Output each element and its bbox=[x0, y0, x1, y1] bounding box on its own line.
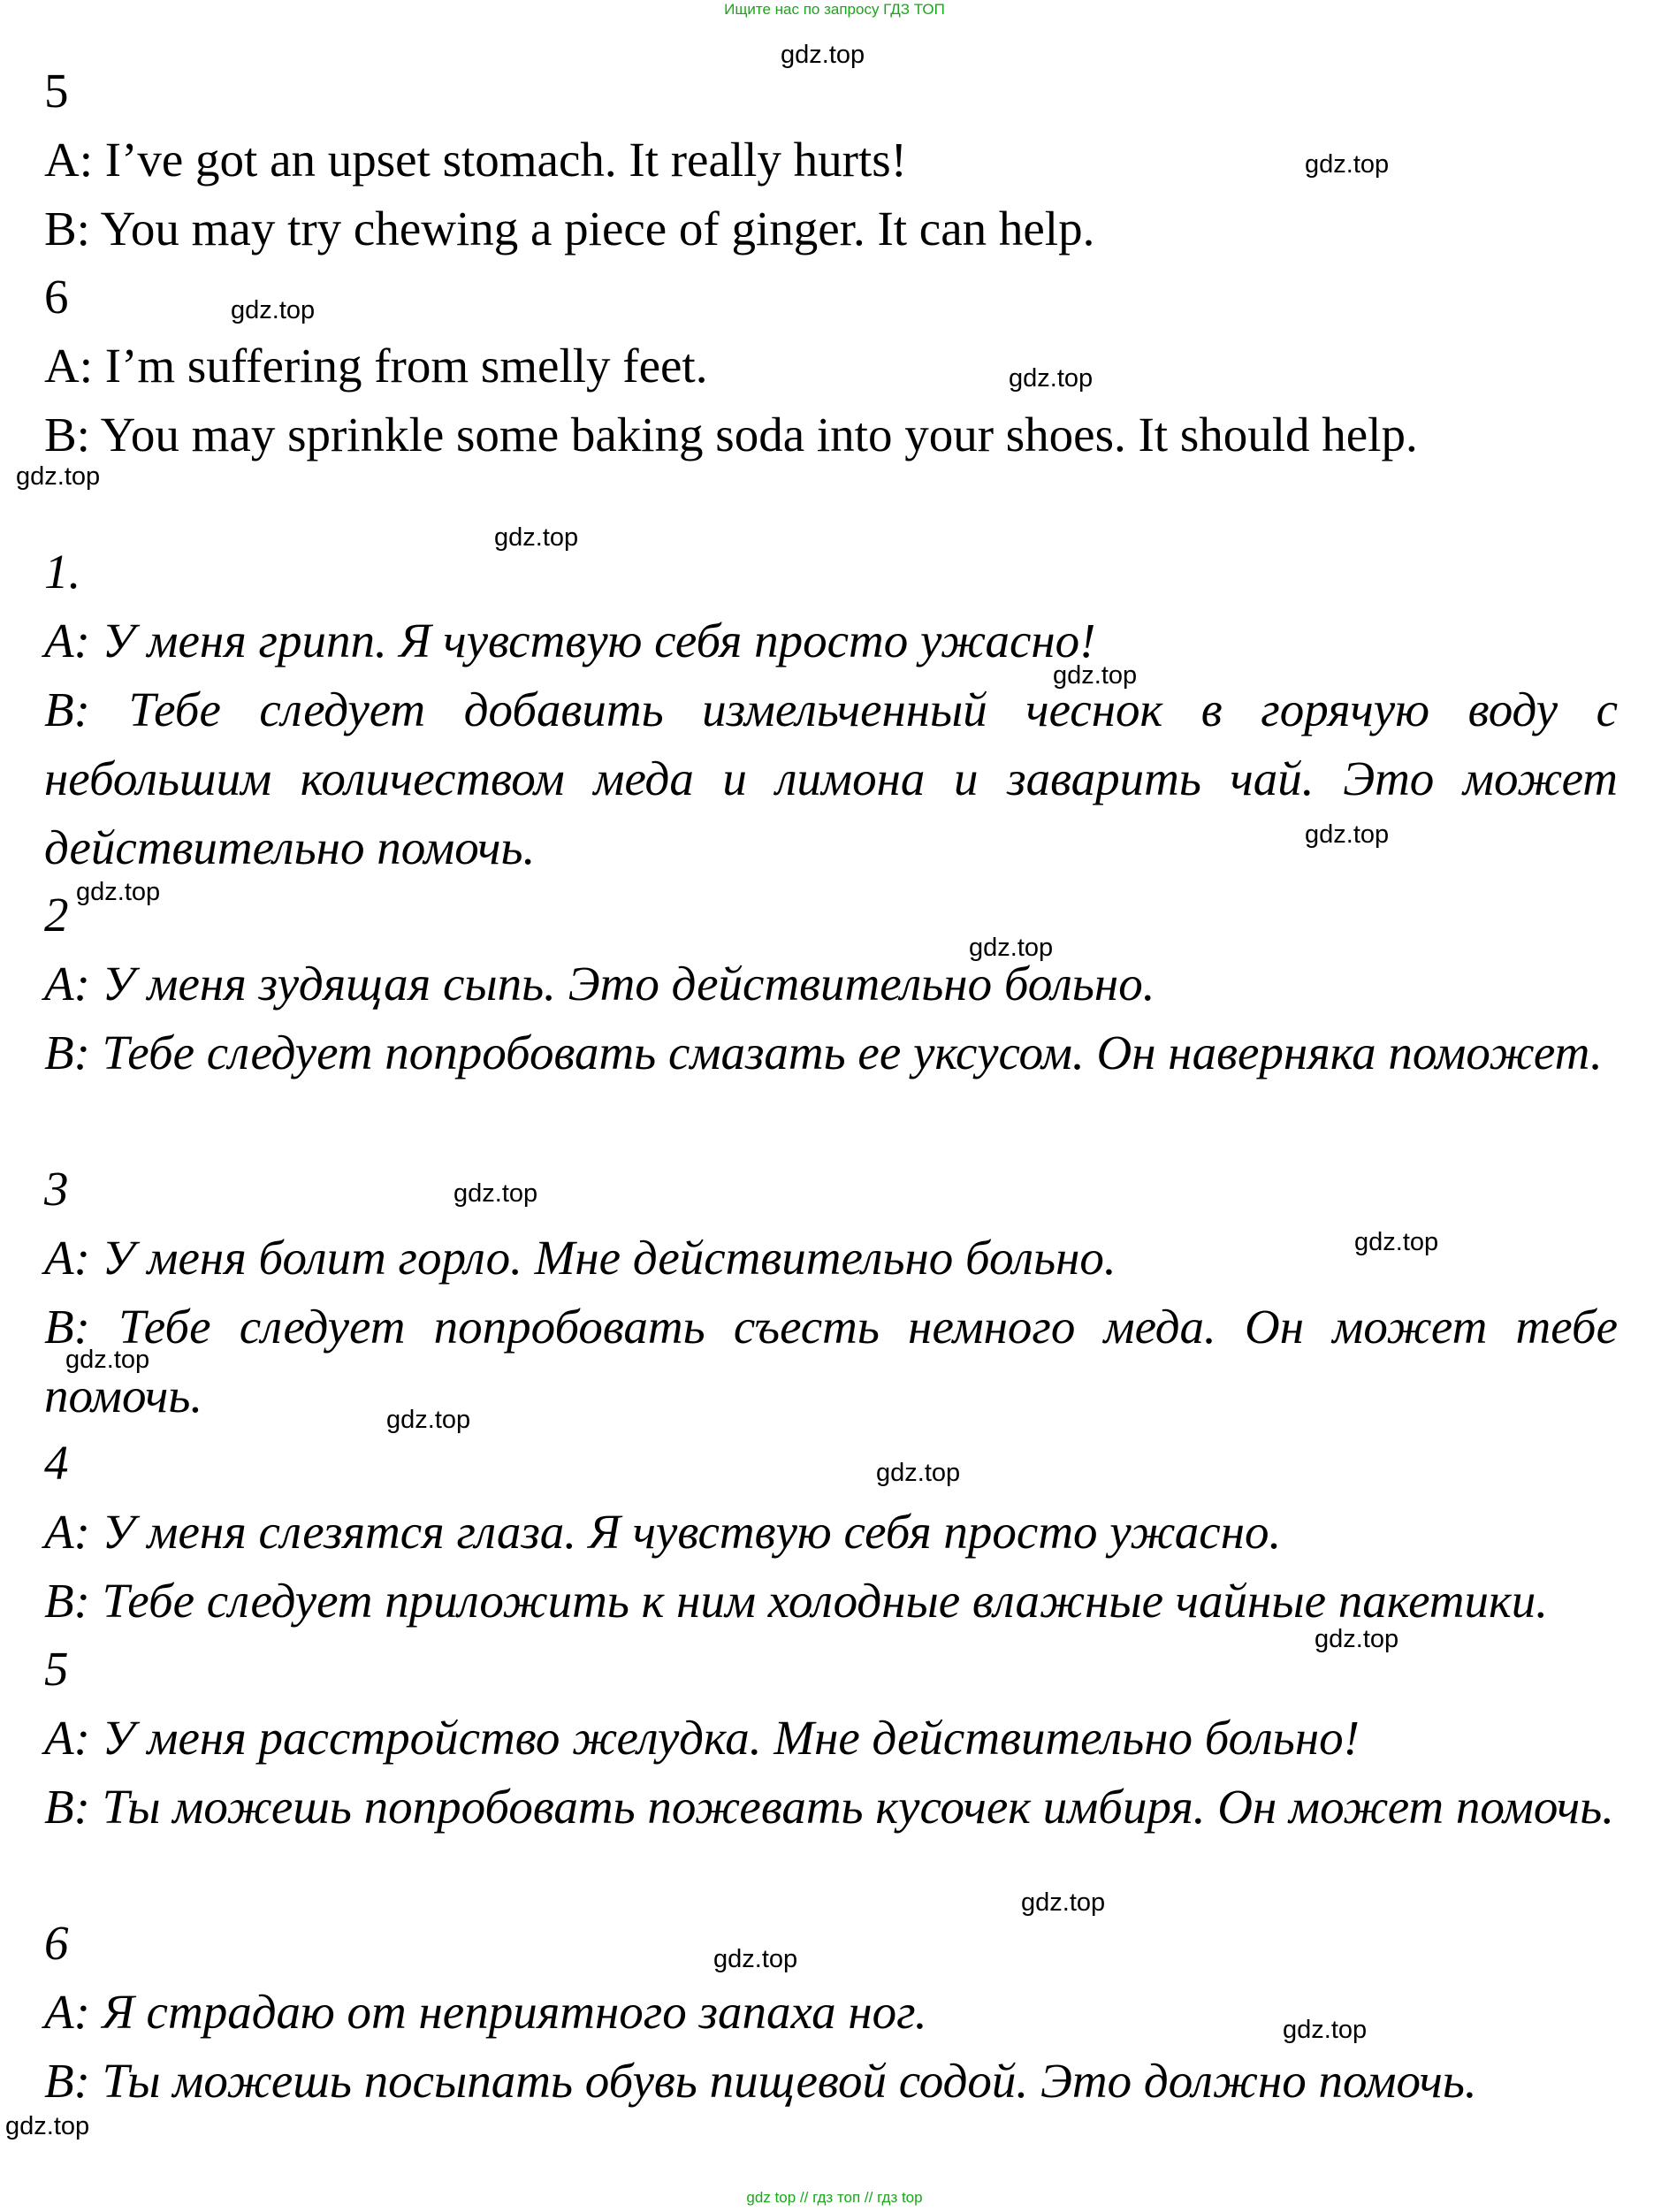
dialogue-line-b: B: You may sprinkle some baking soda into your shoes. It should help. bbox=[44, 408, 1418, 461]
watermark: gdz.top bbox=[1021, 1888, 1106, 1917]
dialogue-number: 6 bbox=[44, 1916, 69, 1970]
dialogue-line-a: A: У меня болит горло. Мне действительно больно. bbox=[44, 1231, 1116, 1285]
watermark: gdz.top bbox=[1009, 364, 1094, 393]
watermark: gdz.top bbox=[76, 878, 161, 906]
watermark: gdz.top bbox=[1315, 1625, 1399, 1653]
dialogue-line-a: A: У меня зудящая сыпь. Это действительно больно. bbox=[44, 957, 1155, 1011]
dialogue-number: 2 bbox=[44, 888, 69, 942]
watermark: gdz.top bbox=[65, 1346, 150, 1374]
dialogue-line-b: B: Ты можешь посыпать обувь пищевой содой. Это должно помочь. bbox=[44, 2054, 1477, 2108]
dialogue-number: 6 bbox=[44, 270, 69, 324]
dialogue-line-a: A: Я страдаю от неприятного запаха ног. bbox=[44, 1985, 927, 2039]
watermark: gdz.top bbox=[494, 523, 579, 552]
dialogue-number: 5 bbox=[44, 64, 69, 118]
dialogue-line-b: B: Тебе следует попробовать смазать ее уксусом. Он наверняка поможет. bbox=[44, 1026, 1603, 1079]
watermark: gdz.top bbox=[876, 1459, 961, 1487]
dialogue-number: 4 bbox=[44, 1436, 69, 1490]
watermark: gdz.top bbox=[1305, 820, 1390, 849]
watermark: gdz.top bbox=[5, 2112, 90, 2140]
dialogue-line-b: B: Тебе следует попробовать съесть немного меда. Он может тебе помочь. bbox=[44, 1300, 1618, 1423]
dialogue-line-a: A: У меня расстройство желудка. Мне действительно больно! bbox=[44, 1711, 1360, 1765]
dialogue-line-b: B: Ты можешь попробовать пожевать кусочек имбиря. Он может помочь. bbox=[44, 1780, 1614, 1834]
dialogue-line-a: A: I’m suffering from smelly feet. bbox=[44, 339, 708, 393]
watermark: gdz.top bbox=[231, 296, 316, 324]
watermark: gdz.top bbox=[1305, 150, 1390, 179]
dialogue-line-b: B: Тебе следует добавить измельченный чеснок в горячую воду с небольшим количеством меда и лимона и заварить чай. Это может действительно помочь. bbox=[44, 683, 1618, 874]
dialogue-line-b: B: You may try chewing a piece of ginger. It can help. bbox=[44, 202, 1095, 256]
watermark: gdz.top bbox=[16, 462, 101, 491]
watermark: gdz.top bbox=[781, 41, 865, 69]
dialogue-number: 3 bbox=[44, 1162, 69, 1216]
dialogue-line-a: A: I’ve got an upset stomach. It really hurts! bbox=[44, 133, 907, 187]
watermark: gdz.top bbox=[386, 1406, 471, 1434]
watermark: gdz.top bbox=[713, 1945, 798, 1973]
watermark: gdz.top bbox=[1283, 2016, 1368, 2044]
watermark: gdz.top bbox=[1354, 1228, 1439, 1256]
dialogue-line-a: A: У меня слезятся глаза. Я чувствую себя просто ужасно. bbox=[44, 1505, 1282, 1559]
bottom-banner: gdz top // гдз топ // гдз top bbox=[746, 2189, 923, 2206]
dialogue-number: 1. bbox=[44, 545, 81, 599]
top-banner: Ищите нас по запросу ГДЗ ТОП bbox=[724, 1, 945, 18]
dialogue-line-a: A: У меня грипп. Я чувствую себя просто ужасно! bbox=[44, 614, 1096, 667]
dialogue-line-b: B: Тебе следует приложить к ним холодные влажные чайные пакетики. bbox=[44, 1574, 1548, 1628]
dialogue-number: 5 bbox=[44, 1642, 69, 1696]
watermark: gdz.top bbox=[453, 1179, 538, 1208]
watermark: gdz.top bbox=[969, 934, 1054, 962]
watermark: gdz.top bbox=[1053, 661, 1138, 690]
